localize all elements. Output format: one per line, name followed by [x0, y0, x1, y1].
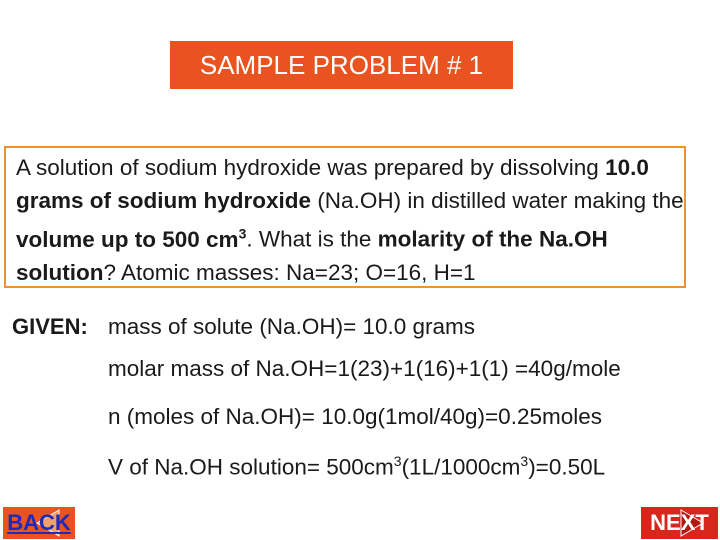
- given-line-molar-mass: molar mass of Na.OH=1(23)+1(16)+1(1) =40g/mole: [108, 356, 621, 381]
- problem-text-4: ? Atomic masses: Na=23; O=16, H=1: [103, 259, 476, 285]
- volume-line-sup2: 3: [520, 453, 529, 469]
- volume-superscript: 3: [238, 225, 247, 241]
- problem-statement-box: [4, 146, 686, 288]
- problem-emphasis-molarity: molarity of the Na.OH solution: [16, 226, 608, 285]
- problem-emphasis-volume: [16, 227, 246, 252]
- volume-line-b: (1L/1000cm: [401, 454, 521, 480]
- problem-emphasis-mass: 10.0 grams of sodium hydroxide: [16, 155, 649, 213]
- volume-line-sup1: 3: [393, 453, 402, 469]
- problem-statement: [16, 151, 686, 289]
- problem-text-3: . What is the: [246, 226, 378, 252]
- page-title-text: SAMPLE PROBLEM # 1: [199, 49, 484, 80]
- page-title: [170, 41, 513, 89]
- back-button-label: BACK: [7, 510, 71, 535]
- volume-line-a: V of Na.OH solution= 500cm: [108, 454, 394, 480]
- next-button[interactable]: [641, 507, 718, 539]
- given-line-moles: n (moles of Na.OH)= 10.0g(1mol/40g)=0.25moles: [108, 404, 602, 429]
- given-line-mass: mass of solute (Na.OH)= 10.0 grams: [108, 314, 476, 339]
- volume-text: volume up to 500 cm: [16, 226, 239, 252]
- volume-line-c: )=0.50L: [528, 454, 606, 480]
- given-line-volume: [108, 453, 605, 481]
- next-button-label: NEXT: [650, 510, 709, 535]
- problem-text-1: A solution of sodium hydroxide was prepared by dissolving: [16, 155, 599, 180]
- problem-text-2: (Na.OH) in distilled water making the: [311, 188, 684, 213]
- given-label: GIVEN:: [12, 314, 88, 339]
- back-button[interactable]: [3, 507, 75, 539]
